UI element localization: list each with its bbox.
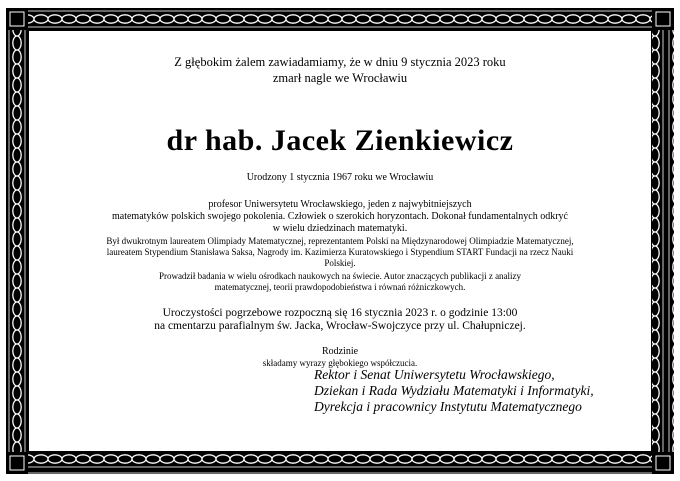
bio-line-1: profesor Uniwersytetu Wrocławskiego, jeden z najwybitniejszych (208, 199, 472, 210)
condolences-line: składamy wyrazy głębokiego współczucia. (262, 358, 418, 368)
funeral-line-1: Uroczystości pogrzebowe rozpoczną się 16 stycznia 2023 r. o godzinie 13:00 (162, 307, 518, 319)
funeral-line-2: na cmentarzu parafialnym św. Jacka, Wrocław-Swojczyce przy ul. Chałupniczej. (154, 320, 526, 332)
bio-line-2: matematyków polskich swojego pokolenia. Człowiek o szerokich horyzontach. Dokonał fundamentalnych odkryć (112, 211, 568, 222)
bio-line-7: Prowadził badania w wielu ośrodkach naukowych na świecie. Autor znaczących publikacji z analizy (158, 271, 522, 281)
bio-line-4: Był dwukrotnym laureatem Olimpiady Matematycznej, reprezentantem Polski na Międzynarodowej Olimpiadzie Matematycznej, (106, 236, 574, 246)
signatory-1: Rektor i Senat Uniwersytetu Wrocławskiego, (314, 367, 555, 382)
family-label: Rodzinie (321, 346, 359, 357)
intro-line-2: zmarł nagle we Wrocławiu (272, 71, 408, 85)
signatory-3: Dyrekcja i pracownicy Instytutu Matematycznego (314, 399, 582, 414)
signatory-2: Dziekan i Rada Wydziału Matematyki i Informatyki, (314, 383, 594, 398)
bio-line-3: w wielu dziedzinach matematyki. (272, 223, 408, 234)
bio-line-6: Polskiej. (324, 258, 356, 268)
deceased-name: dr hab. Jacek Zienkiewicz (166, 124, 514, 157)
bio-line-8: matematycznej, teorii prawdopodobieństwa i równań różniczkowych. (214, 282, 466, 292)
bio-line-5: laureatem Stypendium Stanisława Saksa, Nagrody im. Kazimierza Kuratowskiego i Stypendium START Fundacji na rzecz Nauki (106, 247, 574, 257)
intro-line-1: Z głębokim żalem zawiadamiamy, że w dniu 9 stycznia 2023 roku (174, 55, 506, 69)
birth-info: Urodzony 1 stycznia 1967 roku we Wrocławiu (246, 172, 434, 183)
